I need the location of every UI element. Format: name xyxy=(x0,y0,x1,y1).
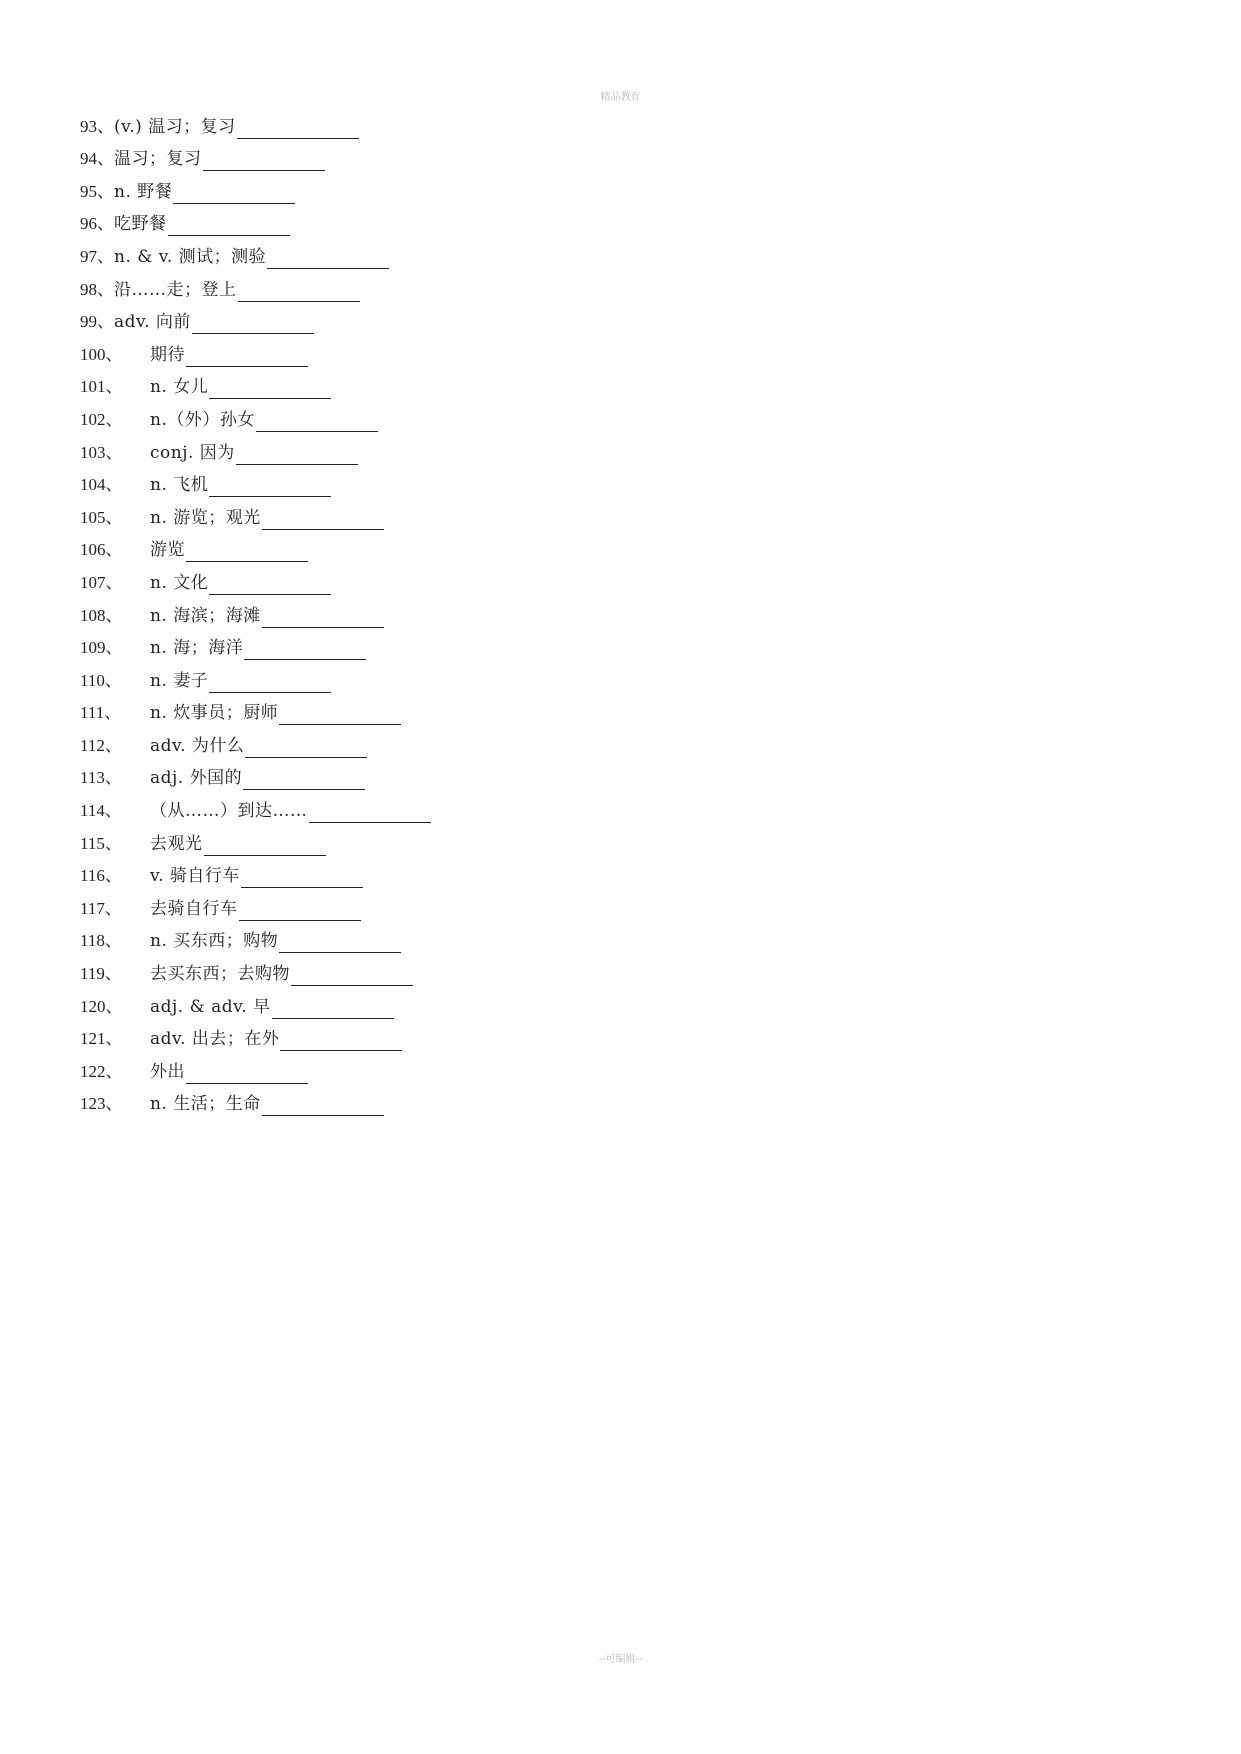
item-prompt: 沿……走；登上 xyxy=(114,279,237,300)
item-prompt: 游览 xyxy=(150,540,185,561)
answer-blank[interactable] xyxy=(239,900,361,921)
item-number: 116、 xyxy=(80,866,122,886)
item-prompt: （从……）到达…… xyxy=(150,801,308,822)
list-item xyxy=(80,725,431,758)
item-number: 105、 xyxy=(80,507,123,527)
answer-blank[interactable] xyxy=(262,1095,384,1116)
answer-blank[interactable] xyxy=(279,704,401,725)
item-number: 120、 xyxy=(80,996,123,1016)
item-prompt: 外出 xyxy=(150,1061,185,1082)
answer-blank[interactable] xyxy=(243,769,365,790)
item-number: 117、 xyxy=(80,898,122,918)
answer-blank[interactable] xyxy=(186,1063,308,1084)
footer-watermark: --可编辑-- xyxy=(598,1654,643,1665)
item-prompt: 去买东西；去购物 xyxy=(150,964,290,985)
answer-blank[interactable] xyxy=(256,411,378,432)
item-prompt: n. 野餐 xyxy=(114,181,173,202)
list-item xyxy=(80,1084,431,1117)
item-prompt: 去观光 xyxy=(150,833,203,854)
list-item xyxy=(80,302,431,335)
header-watermark: 精品教育 xyxy=(600,92,641,103)
item-prompt: adj. 外国的 xyxy=(150,768,243,789)
item-prompt: n. & v. 测试；测验 xyxy=(114,246,267,267)
list-item xyxy=(80,334,431,367)
item-number: 106、 xyxy=(80,540,123,560)
item-number: 110、 xyxy=(80,670,122,690)
answer-blank[interactable] xyxy=(272,998,394,1019)
answer-blank[interactable] xyxy=(186,541,308,562)
item-number: 122、 xyxy=(80,1061,123,1081)
item-number: 123、 xyxy=(80,1094,123,1114)
answer-blank[interactable] xyxy=(267,248,389,269)
answer-blank[interactable] xyxy=(173,183,295,204)
vocabulary-list xyxy=(80,106,431,1116)
item-number: 109、 xyxy=(80,638,123,658)
list-item xyxy=(80,367,431,400)
answer-blank[interactable] xyxy=(209,672,331,693)
item-number: 101、 xyxy=(80,377,123,397)
list-item xyxy=(80,106,431,139)
item-prompt: adj. & adv. 早 xyxy=(150,996,271,1017)
item-prompt: n. 文化 xyxy=(150,572,209,593)
list-item xyxy=(80,399,431,432)
answer-blank[interactable] xyxy=(237,118,359,139)
item-number: 96、 xyxy=(80,214,114,234)
item-prompt: n. 海；海洋 xyxy=(150,638,244,659)
item-number: 115、 xyxy=(80,833,122,853)
answer-blank[interactable] xyxy=(238,281,360,302)
item-number: 95、 xyxy=(80,181,114,201)
answer-blank[interactable] xyxy=(204,835,326,856)
item-number: 113、 xyxy=(80,768,122,788)
answer-blank[interactable] xyxy=(209,574,331,595)
item-prompt: n. 炊事员；厨师 xyxy=(150,703,279,724)
answer-blank[interactable] xyxy=(291,965,413,986)
item-number: 111、 xyxy=(80,703,122,723)
item-number: 94、 xyxy=(80,149,114,169)
list-item xyxy=(80,1051,431,1084)
item-number: 100、 xyxy=(80,344,123,364)
item-prompt: n. 女儿 xyxy=(150,377,209,398)
item-number: 119、 xyxy=(80,964,122,984)
item-number: 114、 xyxy=(80,801,122,821)
item-number: 104、 xyxy=(80,475,123,495)
list-item xyxy=(80,921,431,954)
answer-blank[interactable] xyxy=(203,150,325,171)
item-number: 103、 xyxy=(80,442,123,462)
item-prompt: 吃野餐 xyxy=(114,214,167,235)
list-item xyxy=(80,693,431,726)
answer-blank[interactable] xyxy=(209,476,331,497)
answer-blank[interactable] xyxy=(236,444,358,465)
item-number: 98、 xyxy=(80,279,114,299)
list-item xyxy=(80,269,431,302)
item-prompt: conj. 因为 xyxy=(150,442,235,463)
list-item xyxy=(80,888,431,921)
item-number: 108、 xyxy=(80,605,123,625)
list-item xyxy=(80,660,431,693)
answer-blank[interactable] xyxy=(186,346,308,367)
item-prompt: adv. 出去；在外 xyxy=(150,1029,280,1050)
answer-blank[interactable] xyxy=(279,932,401,953)
item-prompt: n. 游览；观光 xyxy=(150,507,261,528)
item-number: 93、 xyxy=(80,116,114,136)
answer-blank[interactable] xyxy=(245,737,367,758)
item-number: 99、 xyxy=(80,312,114,332)
list-item xyxy=(80,497,431,530)
list-item xyxy=(80,628,431,661)
answer-blank[interactable] xyxy=(192,313,314,334)
answer-blank[interactable] xyxy=(168,215,290,236)
item-prompt: 温习；复习 xyxy=(114,149,202,170)
item-prompt: adv. 为什么 xyxy=(150,735,245,756)
list-item xyxy=(80,1019,431,1052)
item-number: 107、 xyxy=(80,572,123,592)
list-item xyxy=(80,823,431,856)
list-item xyxy=(80,432,431,465)
item-prompt: n.（外）孙女 xyxy=(150,409,255,430)
item-prompt: n. 生活；生命 xyxy=(150,1094,261,1115)
list-item xyxy=(80,465,431,498)
answer-blank[interactable] xyxy=(309,802,431,823)
list-item xyxy=(80,790,431,823)
answer-blank[interactable] xyxy=(209,378,331,399)
answer-blank[interactable] xyxy=(244,639,366,660)
item-prompt: n. 海滨；海滩 xyxy=(150,605,261,626)
item-number: 112、 xyxy=(80,735,122,755)
item-prompt: n. 妻子 xyxy=(150,670,209,691)
answer-blank[interactable] xyxy=(241,867,363,888)
item-prompt: (v.) 温习；复习 xyxy=(114,116,236,137)
item-number: 121、 xyxy=(80,1029,123,1049)
item-prompt: v. 骑自行车 xyxy=(150,866,240,887)
list-item xyxy=(80,171,431,204)
list-item xyxy=(80,139,431,172)
list-item xyxy=(80,758,431,791)
item-prompt: adv. 向前 xyxy=(114,312,191,333)
item-number: 97、 xyxy=(80,246,114,266)
list-item xyxy=(80,953,431,986)
item-number: 102、 xyxy=(80,409,123,429)
list-item xyxy=(80,986,431,1019)
answer-blank[interactable] xyxy=(262,607,384,628)
answer-blank[interactable] xyxy=(262,509,384,530)
item-number: 118、 xyxy=(80,931,122,951)
list-item xyxy=(80,530,431,563)
item-prompt: 去骑自行车 xyxy=(150,898,238,919)
list-item xyxy=(80,236,431,269)
list-item xyxy=(80,595,431,628)
item-prompt: n. 买东西；购物 xyxy=(150,931,279,952)
list-item xyxy=(80,204,431,237)
answer-blank[interactable] xyxy=(280,1030,402,1051)
list-item xyxy=(80,856,431,889)
item-prompt: 期待 xyxy=(150,344,185,365)
item-prompt: n. 飞机 xyxy=(150,475,209,496)
list-item xyxy=(80,562,431,595)
